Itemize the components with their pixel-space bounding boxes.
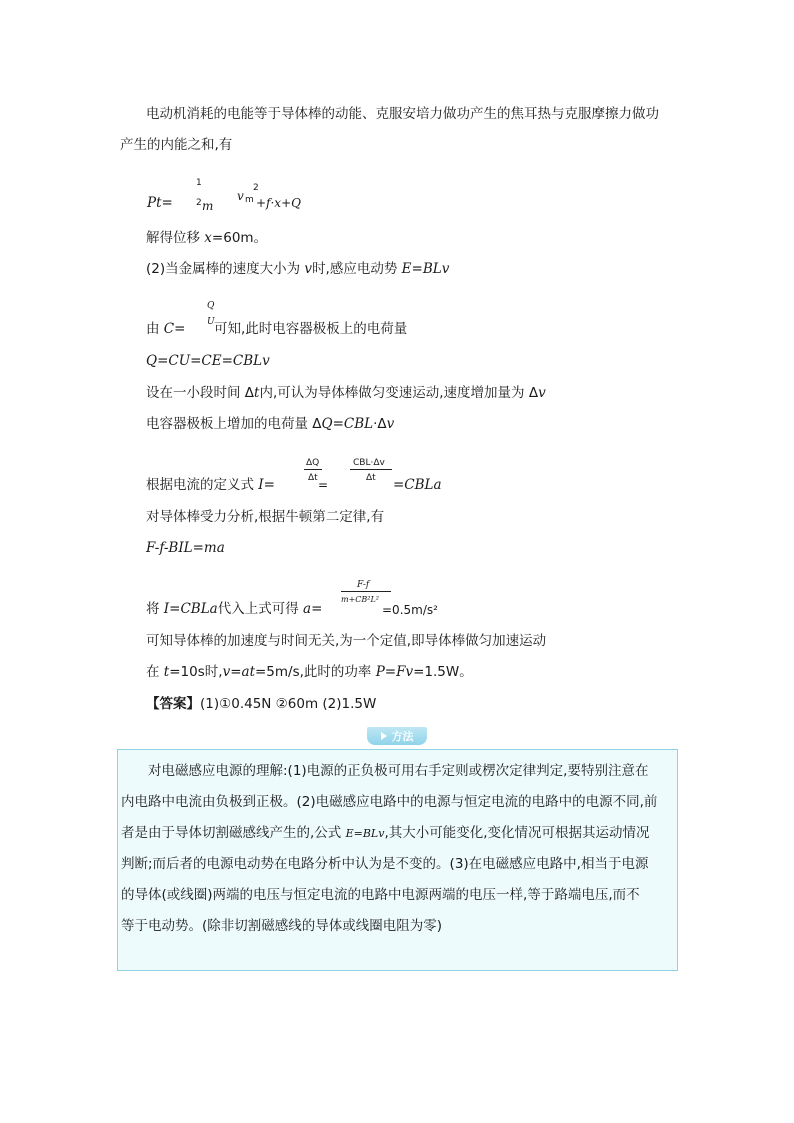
- text-span: 设在一小段时间 Δ: [146, 385, 255, 401]
- text-span: ·Δ: [373, 416, 387, 432]
- fraction-bar: [341, 591, 391, 592]
- formula-v: v: [237, 189, 244, 203]
- text-span: =1.5W。: [413, 664, 473, 680]
- equation: a=: [303, 601, 323, 617]
- equation: E=BLv: [401, 261, 450, 277]
- fraction-numerator: F-f: [357, 580, 370, 590]
- equation-line: Q=CU=CE=CBLv: [146, 353, 270, 369]
- method-text-line: 内电路中电流由负极到正极。(2)电磁感应电路中的电源与恒定电流的电路中的电源不同,前: [121, 794, 658, 810]
- method-text-line: [121, 823, 650, 844]
- text-span: 在: [146, 664, 164, 680]
- method-box: [117, 749, 678, 971]
- text-line: [146, 414, 394, 434]
- fraction-denominator: m+CB²L²: [341, 595, 380, 604]
- text-line: 可知导体棒的加速度与时间无关,为一个定值,即导体棒做匀加速运动: [146, 633, 547, 649]
- text-line: [146, 319, 185, 339]
- fraction-numerator: CBL·Δv: [353, 458, 385, 468]
- variable: t: [254, 385, 260, 401]
- variable: v: [538, 385, 546, 401]
- equation: C=: [163, 321, 186, 337]
- equation: P=Fv: [375, 664, 414, 680]
- text-line: 产生的内能之和,有: [120, 137, 233, 153]
- answer-text: (1)①0.45N ②60m (2)1.5W: [200, 696, 377, 712]
- half-numerator: 1: [196, 178, 202, 188]
- answer-label: 【答案】: [146, 696, 200, 712]
- variable: v: [386, 416, 395, 432]
- method-text-line: 对电磁感应电源的理解:(1)电源的正负极可用右手定则或楞次定律判定,要特别注意在: [148, 763, 649, 779]
- variable: v: [304, 261, 313, 277]
- text-span: =5m/s,此时的功率: [255, 664, 376, 680]
- fraction-denominator: Δt: [366, 473, 376, 483]
- variable: t: [163, 664, 170, 680]
- text-span: =60m。: [211, 230, 268, 246]
- fraction-denominator: Δt: [308, 473, 318, 483]
- equation: E=BLv: [345, 827, 385, 840]
- text-line: 对导体棒受力分析,根据牛顿第二定律,有: [146, 509, 385, 525]
- method-tab-label: 方法: [391, 730, 414, 743]
- fraction-bar: [304, 469, 322, 470]
- text-span: ,其大小可能变化,变化情况可根据其运动情况: [384, 825, 650, 841]
- text-span: 电容器极板上增加的电荷量 Δ: [146, 416, 322, 432]
- answer-line: [146, 694, 376, 714]
- fraction-bar: [350, 469, 392, 470]
- formula-m: m: [202, 199, 214, 213]
- method-tab: [367, 727, 427, 745]
- equation: Q=CBL: [321, 416, 374, 432]
- formula-rest: +f·x+Q: [256, 196, 301, 210]
- text-span: =: [230, 664, 242, 680]
- text-span: 时,感应电动势: [312, 261, 402, 277]
- equation: I=: [258, 477, 275, 493]
- half-denominator: 2: [196, 198, 202, 208]
- fraction-denominator: U: [207, 317, 215, 327]
- equation-result: =0.5m/s²: [382, 603, 438, 617]
- equation-line: F-f-BIL=ma: [146, 540, 225, 556]
- text-span: 根据电流的定义式: [146, 477, 259, 493]
- text-span: 者是由于导体切割磁感线产生的,公式: [121, 825, 346, 841]
- text-line: [146, 599, 322, 619]
- variable: v: [222, 664, 231, 680]
- formula-lhs: Pt=: [147, 195, 173, 211]
- text-line: 电动机消耗的电能等于导体棒的动能、克服安培力做功产生的焦耳热与克服摩擦力做功: [146, 106, 659, 122]
- method-text-line: 等于电动势。(除非切割磁感线的导体或线圈电阻为零): [121, 918, 443, 934]
- text-line: 可知,此时电容器极板上的电荷量: [214, 321, 408, 337]
- text-span: (2)当金属棒的速度大小为: [146, 261, 305, 277]
- text-span: =10s时,: [169, 664, 223, 680]
- method-text-line: 的导体(或线圈)两端的电压与恒定电流的电路中电源两端的电压一样,等于路端电压,而不: [121, 887, 640, 903]
- equation: I=CBLa: [163, 601, 218, 617]
- formula-v-subscript: m: [245, 195, 254, 205]
- text-line: [146, 475, 275, 495]
- equation: =CBLa: [393, 477, 442, 493]
- text-span: 将: [146, 601, 164, 617]
- fraction-numerator: ΔQ: [306, 458, 320, 468]
- text-line: [146, 662, 473, 682]
- text-line: [146, 383, 546, 403]
- text-line: [146, 228, 267, 248]
- method-text-line: 判断;而后者的电源电动势在电路分析中认为是不变的。(3)在电磁感应电路中,相当于电源: [121, 856, 649, 872]
- text-span: 内,可认为导体棒做匀变速运动,速度增加量为 Δ: [259, 385, 539, 401]
- variable: x: [204, 230, 212, 246]
- play-triangle-icon: [381, 732, 387, 740]
- equals-sign: =: [318, 478, 329, 492]
- formula-square: 2: [253, 183, 259, 193]
- text-line: [146, 259, 449, 279]
- fraction-numerator: Q: [207, 301, 215, 311]
- text-span: 由: [146, 321, 164, 337]
- text-span: 解得位移: [146, 230, 205, 246]
- text-span: 代入上式可得: [217, 601, 304, 617]
- variable: at: [241, 664, 255, 680]
